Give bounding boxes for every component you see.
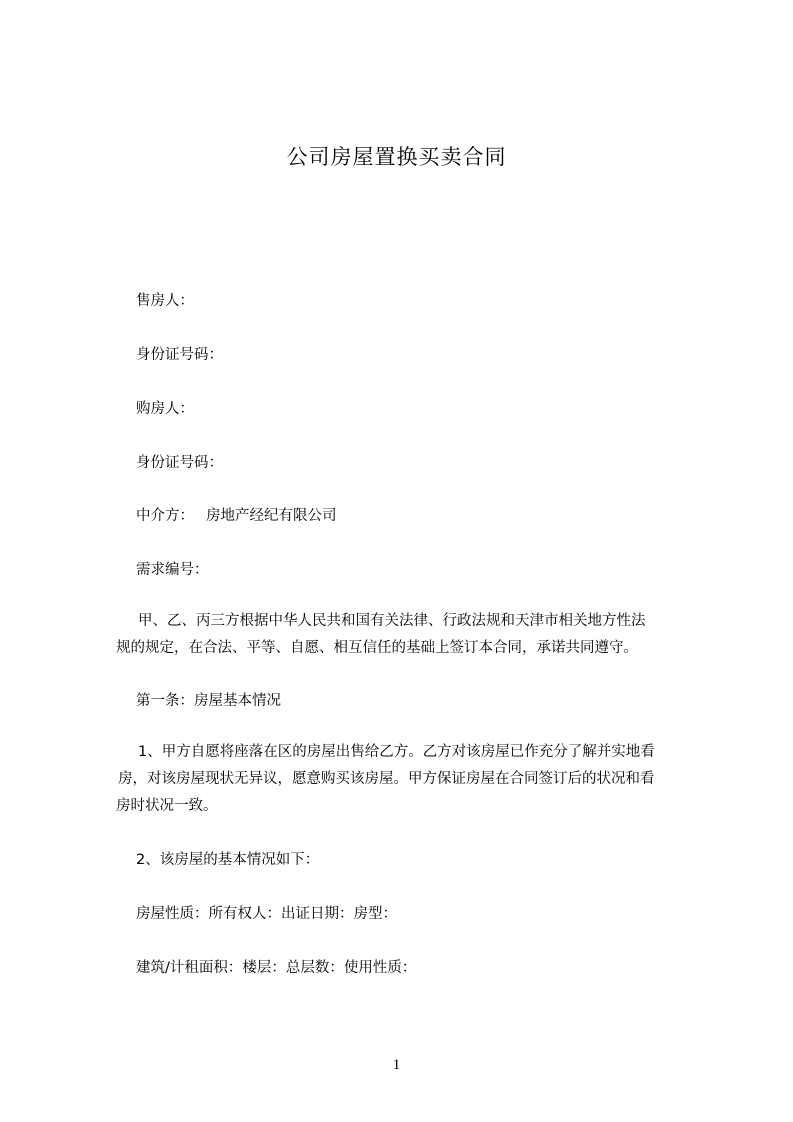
seller-id-field: 身份证号码： (136, 347, 223, 363)
document-title: 公司房屋置换买卖合同 (286, 145, 507, 169)
property-details-line: 房屋性质：所有权人：出证日期：房型： (136, 906, 397, 922)
clause-1-paragraph (116, 739, 716, 820)
clause-1-line: 房，对该房屋现状无异议，愿意购买该房屋。甲方保证房屋在合同签订后的状况和看 (118, 771, 655, 787)
article-1-heading: 第一条：房屋基本情况 (136, 693, 281, 709)
preamble-paragraph (116, 608, 716, 662)
requirement-number-field: 需求编号： (136, 562, 209, 578)
clause-2-text: 2、该房屋的基本情况如下： (136, 852, 320, 868)
agent-field (136, 506, 337, 526)
preamble-line: 规的规定，在合法、平等、自愿、相互信任的基础上签订本合同，承诺共同遵守。 (116, 640, 638, 656)
buyer-field: 购房人： (136, 401, 194, 417)
clause-1-line: 房时状况一致。 (116, 798, 218, 814)
page-number: 1 (392, 1057, 401, 1073)
agent-value: 房地产经纪有限公司 (206, 508, 337, 524)
property-details-line: 建筑/计租面积：楼层：总层数：使用性质： (136, 960, 417, 976)
clause-1-line: 1、甲方自愿将座落在区的房屋出售给乙方。乙方对该房屋已作充分了解并实地看 (138, 744, 655, 760)
agent-label: 中介方： (136, 508, 194, 524)
buyer-id-field: 身份证号码： (136, 455, 223, 471)
preamble-line: 甲、乙、丙三方根据中华人民共和国有关法律、行政法规和天津市相关地方性法 (138, 613, 646, 629)
seller-field: 售房人： (136, 293, 194, 309)
